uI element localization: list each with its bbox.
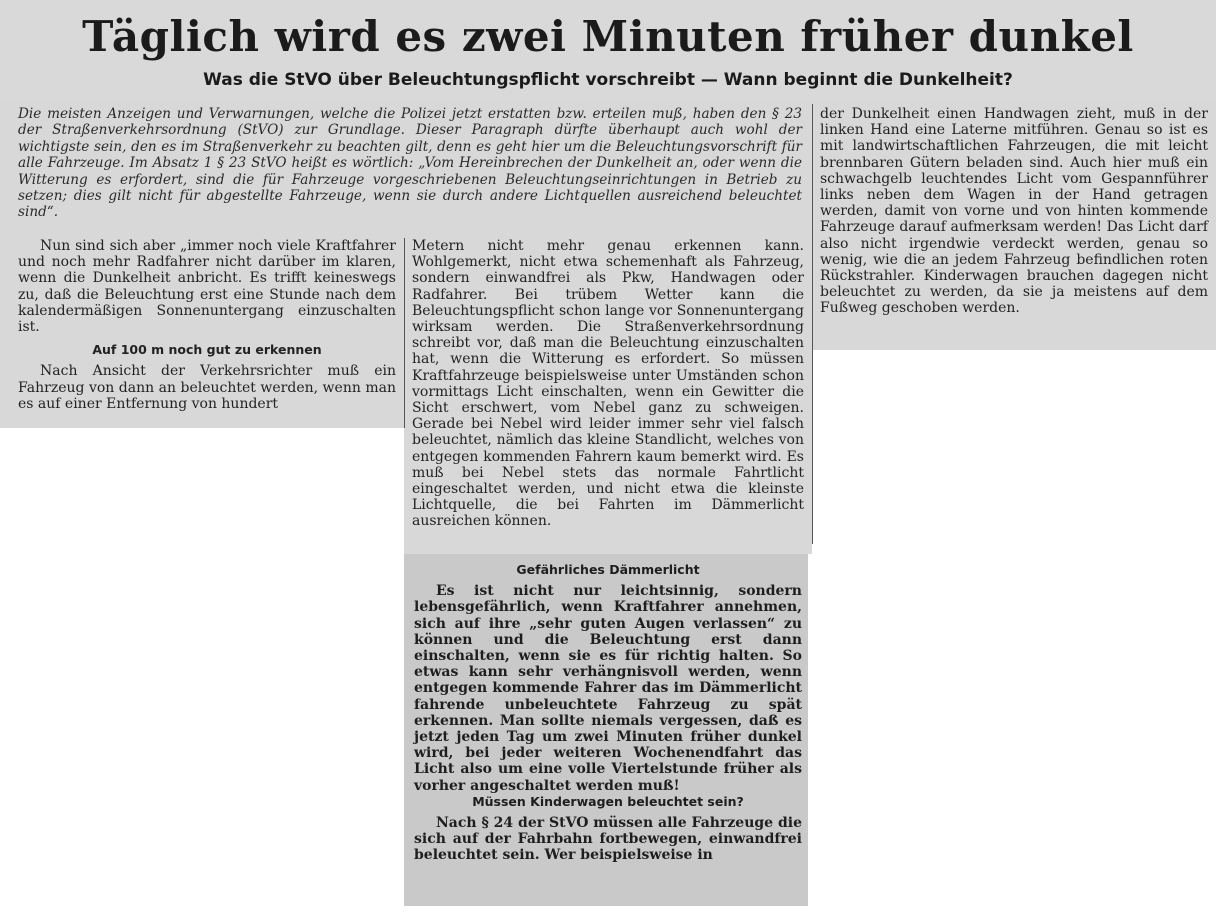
column-divider-1 xyxy=(404,238,405,428)
paragraph: Nach § 24 der StVO müssen alle Fahrzeuge die sich auf der Fahrbahn fortbewegen, einwandfrei beleuchtet sein. Wer beispielsweise in xyxy=(414,815,802,864)
subheading: Müssen Kinderwagen beleuchtet sein? xyxy=(472,793,744,809)
paragraph: Nach Ansicht der Verkehrsrichter muß ein Fahrzeug von dann an beleuchtet werden, wenn man es auf einer Entfernung von hundert xyxy=(18,363,396,412)
subheading: Gefährliches Dämmerlicht xyxy=(516,562,700,577)
paragraph: Metern nicht mehr genau erkennen kann. Wohlgemerkt, nicht etwa schemenhaft als Fahrzeug, sondern einwandfrei als Pkw, Handwagen oder Radfahrer. Bei trübem Wetter kann die Beleuchtungspflicht schon lange vor Sonnenuntergang wirksam werden. Die Straßenverkehrsordnung schreibt vor, daß man die Beleuchtung einzuschalten hat, wenn die Witterung es erfordert. So müssen Kraftfahrzeuge beispielsweise unter Umständen schon vormittags Licht einschalten, wenn ein Gewitter die Sicht erschwert, vom Nebel ganz zu schweigen. Gerade bei Nebel wird leider immer sehr viel falsch beleuchtet, nämlich das kleine Standlicht, welches von entgegen kommenden Fahrern kaum bemerkt wird. Es muß bei Nebel stets das normale Fahrtlicht eingeschaltet werden, und nicht etwa die kleinste Lichtquelle, die bei Fahrten im Dämmerlicht ausreichen können. xyxy=(412,238,804,530)
boxed-section xyxy=(414,562,802,864)
column-3 xyxy=(820,106,1208,317)
article-intro: Die meisten Anzeigen und Verwarnungen, welche die Polizei jetzt erstatten bzw. erteilen muß, haben den § 23 der Straßenverkehrsordnung (StVO) zur Grundlage. Dieser Paragraph dürfte überhaupt auch wohl der wichtigste sein, den es im Straßenverkehr zu beachten gilt, denn es geht hier um die Beleuchtungsvorschrift für alle Fahrzeuge. Im Absatz 1 § 23 StVO heißt es wörtlich: „Vom Hereinbrechen der Dunkelheit an, oder wenn die Witterung es erfordert, sind die für Fahrzeuge vorgeschriebenen Beleuchtungseinrichtungen in Betrieb zu setzen; dies gilt nicht für abgestellte Fahrzeuge, wenn sie durch andere Lichtquellen ausreichend beleuchtet sind“. xyxy=(18,106,802,221)
article-subheadline: Was die StVO über Beleuchtungspflicht vorschreibt — Wann beginnt die Dunkelheit? xyxy=(203,70,1013,90)
column-1 xyxy=(18,238,396,412)
paragraph: Nun sind sich aber „immer noch viele Kraftfahrer und noch mehr Radfahrer nicht darüber im klaren, wenn die Dunkelheit anbricht. Es trifft keineswegs zu, daß die Beleuchtung erst eine Stunde nach dem kalendermäßigen Sonnenuntergang einzuschalten ist. xyxy=(18,238,396,336)
column-divider-2 xyxy=(812,104,813,544)
paragraph: der Dunkelheit einen Handwagen zieht, muß in der linken Hand eine Laterne mitführen. Genau so ist es mit landwirtschaftlichen Fahrzeugen, die mit leicht brennbaren Gütern beladen sind. Auch hier muß ein schwachgelb leuchtendes Licht vom Gespannführer links neben dem Wagen in der Hand getragen werden, damit von vorne und von hinten kommende Fahrzeuge darauf aufmerksam werden! Das Licht darf also nicht irgendwie verdeckt werden, genau so wenig, wie die an jedem Fahrzeug befindlichen roten Rückstrahler. Kinderwagen brauchen dagegen nicht beleuchtet zu werden, da sie ja meistens auf dem Fußweg geschoben werden. xyxy=(820,106,1208,317)
column-2 xyxy=(412,238,804,530)
subheading: Auf 100 m noch gut zu erkennen xyxy=(92,342,322,358)
article-headline: Täglich wird es zwei Minuten früher dunkel xyxy=(82,12,1134,61)
paragraph: Es ist nicht nur leichtsinnig, sondern lebensgefährlich, wenn Kraftfahrer annehmen, sich auf ihre „sehr guten Augen verlassen“ zu können und die Beleuchtung erst dann einschalten, wenn sie es für richtig halten. So etwas kann sehr verhängnisvoll werden, wenn entgegen kommende Fahrer das im Dämmerlicht fahrende unbeleuchtete Fahrzeug zu spät erkennen. Man sollte niemals vergessen, daß es jetzt jeden Tag um zwei Minuten früher dunkel wird, bei jeder weiteren Wochenendfahrt das Licht also um eine volle Viertelstunde früher als vorher angeschaltet werden muß! xyxy=(414,583,802,794)
